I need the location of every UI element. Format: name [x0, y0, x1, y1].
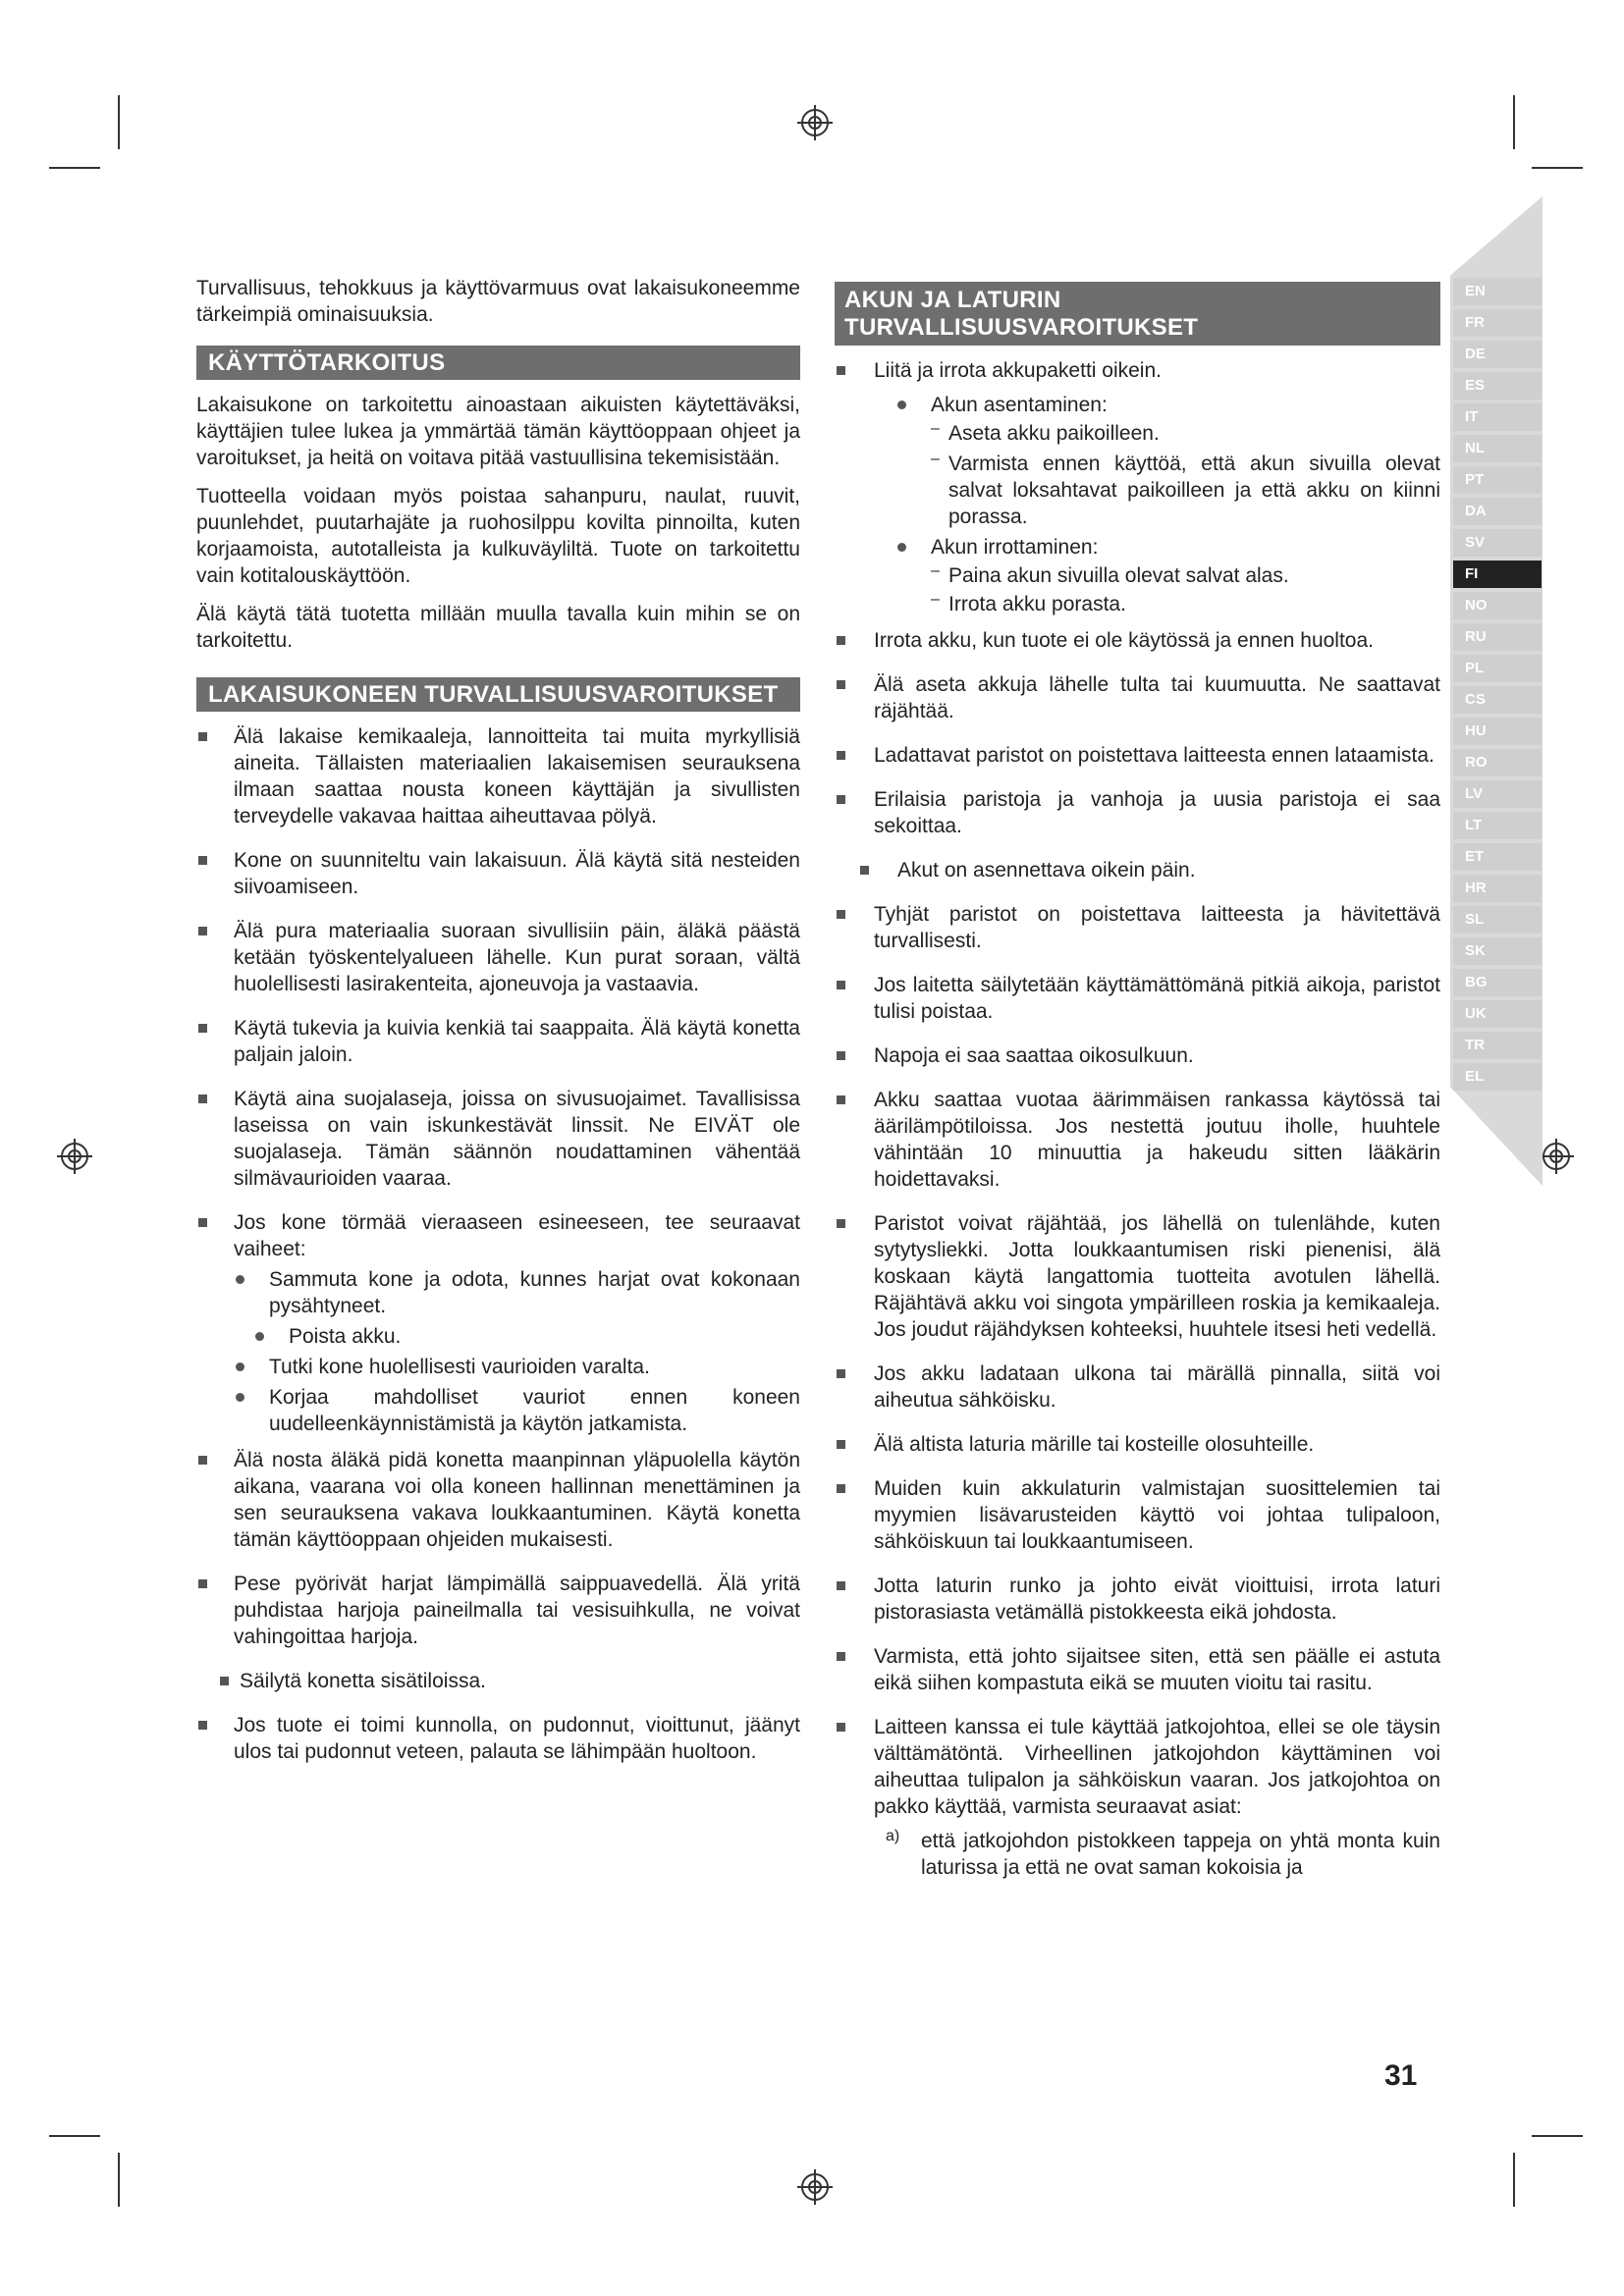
bullet-square-icon — [198, 927, 207, 935]
section-header-kayttotarkoitus: KÄYTTÖTARKOITUS — [196, 346, 800, 380]
language-tab-no: NO — [1453, 592, 1542, 619]
list-item-text: Napoja ei saa saattaa oikosulkuun. — [874, 1044, 1194, 1067]
language-tab-en: EN — [1453, 278, 1542, 305]
alpha-list-item — [835, 1828, 1440, 1881]
crop-mark — [118, 2153, 120, 2207]
dash-marker: – — [931, 451, 940, 467]
sub-list-item-text: Tutki kone huolellisesti vaurioiden varalta. — [269, 1356, 650, 1378]
language-tab-da: DA — [1453, 498, 1542, 525]
list-item-text: Kone on suunniteltu vain lakaisuun. Älä käytä sitä nesteiden siivoamiseen. — [234, 849, 800, 898]
language-tab-bg: BG — [1453, 969, 1542, 996]
dash-item-text: Paina akun sivuilla olevat salvat alas. — [948, 564, 1289, 587]
list-item-text: Älä altista laturia märille tai kosteille olosuhteille. — [874, 1433, 1315, 1456]
list-item — [835, 1573, 1440, 1626]
sub-list-item-text: Akun irrottaminen: — [931, 536, 1099, 559]
list-item — [835, 786, 1440, 839]
list-item-text: Muiden kuin akkulaturin valmistajan suosittelemien tai myymien lisävarusteiden käyttö voi johtaa tulipaloon, sähköiskuun tai loukkaantumiseen. — [874, 1477, 1440, 1553]
bullet-square-icon — [837, 366, 845, 375]
bullet-square-icon — [837, 795, 845, 804]
language-tab-uk: UK — [1453, 1000, 1542, 1028]
bullet-square-icon — [837, 910, 845, 919]
sub-list-item-text: Akun asentaminen: — [931, 394, 1108, 416]
dash-item — [874, 591, 1440, 617]
crop-mark — [1532, 2135, 1583, 2137]
language-tabs — [1453, 278, 1542, 1095]
list-item — [835, 627, 1440, 654]
language-tab-pl: PL — [1453, 655, 1542, 682]
bullet-square-icon — [837, 1219, 845, 1228]
bullet-square-icon — [198, 1579, 207, 1588]
language-tab-it: IT — [1453, 403, 1542, 431]
list-item-text: Käytä tukevia ja kuivia kenkiä tai saappaita. Älä käytä konetta paljain jaloin. — [234, 1017, 800, 1066]
list-item — [196, 1209, 800, 1437]
list-item-text: Liitä ja irrota akkupaketti oikein. — [874, 359, 1162, 382]
list-item — [835, 671, 1440, 724]
crop-mark — [1513, 95, 1515, 149]
language-tab-hr: HR — [1453, 875, 1542, 902]
paragraph: Tuotteella voidaan myös poistaa sahanpuru, naulat, ruuvit, puunlehdet, puutarhajäte ja ruohosilppu kovilta pinnoilta, kuten korjaamoista, autotalleista ja kulkuväyliltä. Tuote on tarkoitettu vain kotitalouskäyttöön. — [196, 485, 800, 587]
list-item — [196, 1447, 800, 1553]
list-item — [835, 1210, 1440, 1343]
list-item — [196, 918, 800, 997]
dash-marker: – — [931, 420, 940, 437]
dash-marker: – — [931, 562, 940, 579]
list-item — [196, 1015, 800, 1068]
crop-mark — [1532, 167, 1583, 169]
sub-list-item — [234, 1384, 800, 1437]
list-item — [196, 1712, 800, 1765]
list-item-text: Akut on asennettava oikein päin. — [897, 859, 1196, 881]
list-item-text: Älä aseta akkuja lähelle tulta tai kuumuutta. Ne saattavat räjähtää. — [874, 673, 1440, 722]
page-number: 31 — [1384, 2059, 1418, 2092]
left-column — [196, 275, 800, 1783]
list-item — [835, 1087, 1440, 1193]
language-tab-ru: RU — [1453, 623, 1542, 651]
bullet-square-icon — [198, 856, 207, 865]
list-item-text: Irrota akku, kun tuote ei ole käytössä ja ennen huoltoa. — [874, 629, 1374, 652]
list-item-text: Varmista, että johto sijaitsee siten, että sen päälle ei astuta eikä siihen kompastuta eikä se muuten vioitu tai rasitu. — [874, 1645, 1440, 1694]
list-item — [835, 972, 1440, 1025]
list-item-text: Pese pyörivät harjat lämpimällä saippuavedellä. Älä yritä puhdistaa harjoja paineilmalla tai vesisuihkulla, ne voivat vahingoittaa harjoja. — [234, 1573, 800, 1648]
language-tab-fr: FR — [1453, 309, 1542, 337]
sub-list-item-text: Korjaa mahdolliset vauriot ennen koneen uudelleenkäynnistämistä ja käytön jatkamista. — [269, 1386, 800, 1435]
language-tab-lv: LV — [1453, 780, 1542, 808]
crop-mark — [118, 95, 120, 149]
list-item — [835, 1643, 1440, 1696]
bullet-square-icon — [837, 1581, 845, 1590]
sub-list-item-text: Poista akku. — [289, 1325, 402, 1348]
intro-text: Turvallisuus, tehokkuus ja käyttövarmuus ovat lakaisukoneemme tärkeimpiä ominaisuuksia. — [196, 277, 800, 326]
paragraph: Lakaisukone on tarkoitettu ainoastaan aikuisten käytettäväksi, käyttäjien tulee lukea ja ymmärtää tämän käyttöoppaan ohjeet ja varoitukset, ja heitä on voitava pitää vastuullisina tekemisistään. — [196, 394, 800, 469]
language-tab-sl: SL — [1453, 906, 1542, 934]
bullet-square-icon — [837, 1652, 845, 1661]
language-tab-sv: SV — [1453, 529, 1542, 557]
language-tab-lt: LT — [1453, 812, 1542, 839]
list-item-text: Jos akku ladataan ulkona tai märällä pinnalla, siitä voi aiheutua sähköisku. — [874, 1362, 1440, 1412]
crop-mark — [49, 167, 100, 169]
bullet-square-icon — [220, 1677, 229, 1685]
registration-mark-icon — [55, 1137, 94, 1176]
alpha-marker: a) — [886, 1828, 900, 1844]
sub-list-item — [234, 1354, 800, 1380]
dash-item-text: Aseta akku paikoilleen. — [948, 422, 1160, 445]
list-item — [196, 1086, 800, 1192]
language-tab-tr: TR — [1453, 1032, 1542, 1059]
sub-list-item — [874, 534, 1440, 561]
list-item-text: Jos kone törmää vieraaseen esineeseen, tee seuraavat vaiheet: — [234, 1211, 800, 1260]
bullet-dot-icon — [255, 1332, 264, 1341]
list-item — [835, 1475, 1440, 1555]
bullet-square-icon — [837, 1440, 845, 1449]
sub-list-item — [874, 392, 1440, 418]
registration-mark-icon — [795, 103, 835, 142]
bullet-dot-icon — [236, 1362, 244, 1371]
list-item-text: Paristot voivat räjähtää, jos lähellä on tulenlähde, kuten sytytysliekki. Jotta loukkaantumisen riski pienenisi, älä koskaan käytä langattomia tuotteita avotulen lähellä. Räjähtävä akku voi singota ympärilleen roskia ja kemikaaleja. Jos joudut räjähdyksen kohteeksi, huuhtele itsesi heti vedellä. — [874, 1212, 1440, 1341]
list-item — [196, 847, 800, 900]
language-tab-cs: CS — [1453, 686, 1542, 714]
language-tab-sk: SK — [1453, 937, 1542, 965]
list-item-text: Säilytä konetta sisätiloissa. — [240, 1670, 486, 1692]
bullet-square-icon — [198, 1024, 207, 1033]
list-item-text: Tyhjät paristot on poistettava laitteesta ja hävitettävä turvallisesti. — [874, 903, 1440, 952]
list-item-text: Älä nosta äläkä pidä konetta maanpinnan yläpuolella käytön aikana, vaarana voi olla koneen hallinnan menettäminen ja sen seurauksena vakava loukkaantuminen. Käytä konetta tämän käyttöoppaan ohjeiden mukaisesti. — [234, 1449, 800, 1551]
registration-mark-icon — [795, 2167, 835, 2207]
dash-item — [874, 420, 1440, 447]
section-header-line: AKUN JA LATURIN — [844, 287, 1061, 313]
list-item — [835, 357, 1440, 617]
list-item — [835, 1714, 1440, 1820]
list-item-text: Jos laitetta säilytetään käyttämättömänä pitkiä aikoja, paristot tulisi poistaa. — [874, 974, 1440, 1023]
bullet-square-icon — [837, 1369, 845, 1378]
list-item-text: Älä lakaise kemikaaleja, lannoitteita tai muita myrkyllisiä aineita. Tällaisten materiaalien lakaisemisen seurauksena ilmaan saattaa nousta koneen käyttäjän ja sivullisten terveydelle vakavaa haittaa aiheuttavaa pölyä. — [234, 725, 800, 828]
paragraph: Älä käytä tätä tuotetta millään muulla tavalla kuin mihin se on tarkoitettu. — [196, 603, 800, 652]
bullet-square-icon — [837, 981, 845, 989]
section-header-line: TURVALLISUUSVAROITUKSET — [844, 314, 1199, 341]
language-tab-el: EL — [1453, 1063, 1542, 1091]
list-item-text: Käytä aina suojalaseja, joissa on sivusuojaimet. Tavallisissa laseissa on vain iskunkestävät linssit. Ne EIVÄT ole suojalaseja. Tämän säännön noudattaminen vähentää silmävaurioiden vaaraa. — [234, 1088, 800, 1190]
dash-item-text: Irrota akku porasta. — [948, 593, 1126, 615]
list-item — [196, 723, 800, 829]
dash-item — [874, 451, 1440, 530]
bullet-square-icon — [860, 866, 869, 875]
bullet-square-icon — [198, 1721, 207, 1730]
bullet-square-icon — [837, 751, 845, 760]
list-item-text: Akku saattaa vuotaa äärimmäisen rankassa käytössä tai äärilämpötiloissa. Jos nestettä joutuu iholle, huuhtele vähintään 10 minuuttia ja hakeudu sitten lääkärin hoidettavaksi. — [874, 1089, 1440, 1191]
list-item-text: Ladattavat paristot on poistettava laitteesta ennen lataamista. — [874, 744, 1435, 767]
list-item — [835, 1042, 1440, 1069]
registration-mark-icon — [1537, 1137, 1576, 1176]
crop-mark — [49, 2135, 100, 2137]
list-item — [835, 1431, 1440, 1458]
list-item-text: Erilaisia paristoja ja vanhoja ja uusia paristoja ei saa sekoittaa. — [874, 788, 1440, 837]
dash-item — [874, 562, 1440, 589]
bullet-square-icon — [198, 1456, 207, 1465]
sub-list-item — [234, 1323, 800, 1350]
list-item — [835, 901, 1440, 954]
bullet-square-icon — [837, 1484, 845, 1493]
list-item-text: Älä pura materiaalia suoraan sivullisiin päin, äläkä päästä ketään työskentelyalueen lähelle. Kun purat soraan, vältä huolellisesti lasirakenteita, ajoneuvoja ja vastaavia. — [234, 920, 800, 995]
list-item — [835, 857, 1440, 883]
bullet-square-icon — [837, 680, 845, 689]
right-column — [835, 282, 1440, 1881]
bullet-dot-icon — [236, 1275, 244, 1284]
list-item-text: Jotta laturin runko ja johto eivät vioittuisi, irrota laturi pistorasiasta vetämällä pistokkeesta eikä johdosta. — [874, 1575, 1440, 1624]
dash-marker: – — [931, 591, 940, 608]
list-item-text: Jos tuote ei toimi kunnolla, on pudonnut, vioittunut, jäänyt ulos tai pudonnut veteen, palauta se lähimpään huoltoon. — [234, 1714, 800, 1763]
bullet-dot-icon — [236, 1393, 244, 1402]
language-tab-ro: RO — [1453, 749, 1542, 776]
language-tab-es: ES — [1453, 372, 1542, 400]
bullet-square-icon — [837, 1051, 845, 1060]
sub-list-item-text: Sammuta kone ja odota, kunnes harjat ovat kokonaan pysähtyneet. — [269, 1268, 800, 1317]
language-tab-de: DE — [1453, 341, 1542, 368]
bullet-dot-icon — [897, 400, 906, 409]
dash-item-text: Varmista ennen käyttöä, että akun sivuilla olevat salvat loksahtavat paikoilleen ja että akku on kiinni porassa. — [948, 453, 1440, 528]
bullet-dot-icon — [897, 543, 906, 552]
section-header-battery-safety — [835, 282, 1440, 346]
section-header-sweeper-safety: LAKAISUKONEEN TURVALLISUUSVAROITUKSET — [196, 677, 800, 712]
list-item — [196, 1668, 800, 1694]
language-tab-fi: FI — [1453, 561, 1542, 588]
language-tab-et: ET — [1453, 843, 1542, 871]
bullet-square-icon — [198, 732, 207, 741]
sub-list-item — [234, 1266, 800, 1319]
language-tab-nl: NL — [1453, 435, 1542, 462]
list-item — [835, 1361, 1440, 1414]
bullet-square-icon — [837, 1723, 845, 1732]
list-item — [196, 1571, 800, 1650]
bullet-square-icon — [198, 1095, 207, 1103]
alpha-list-item-text: että jatkojohdon pistokkeen tappeja on yhtä monta kuin laturissa ja että ne ovat saman kokoisia ja — [921, 1830, 1440, 1879]
list-item — [835, 742, 1440, 769]
bullet-square-icon — [837, 1095, 845, 1104]
language-tab-pt: PT — [1453, 466, 1542, 494]
crop-mark — [1513, 2153, 1515, 2207]
bullet-square-icon — [837, 636, 845, 645]
list-item-text: Laitteen kanssa ei tule käyttää jatkojohtoa, ellei se ole täysin välttämätöntä. Virheellinen jatkojohdon käyttäminen voi aiheuttaa tulipalon ja sähköiskun vaaran. Jos jatkojohtoa on pakko käyttää, varmista seuraavat asiat: — [874, 1716, 1440, 1818]
language-tab-hu: HU — [1453, 718, 1542, 745]
bullet-square-icon — [198, 1218, 207, 1227]
